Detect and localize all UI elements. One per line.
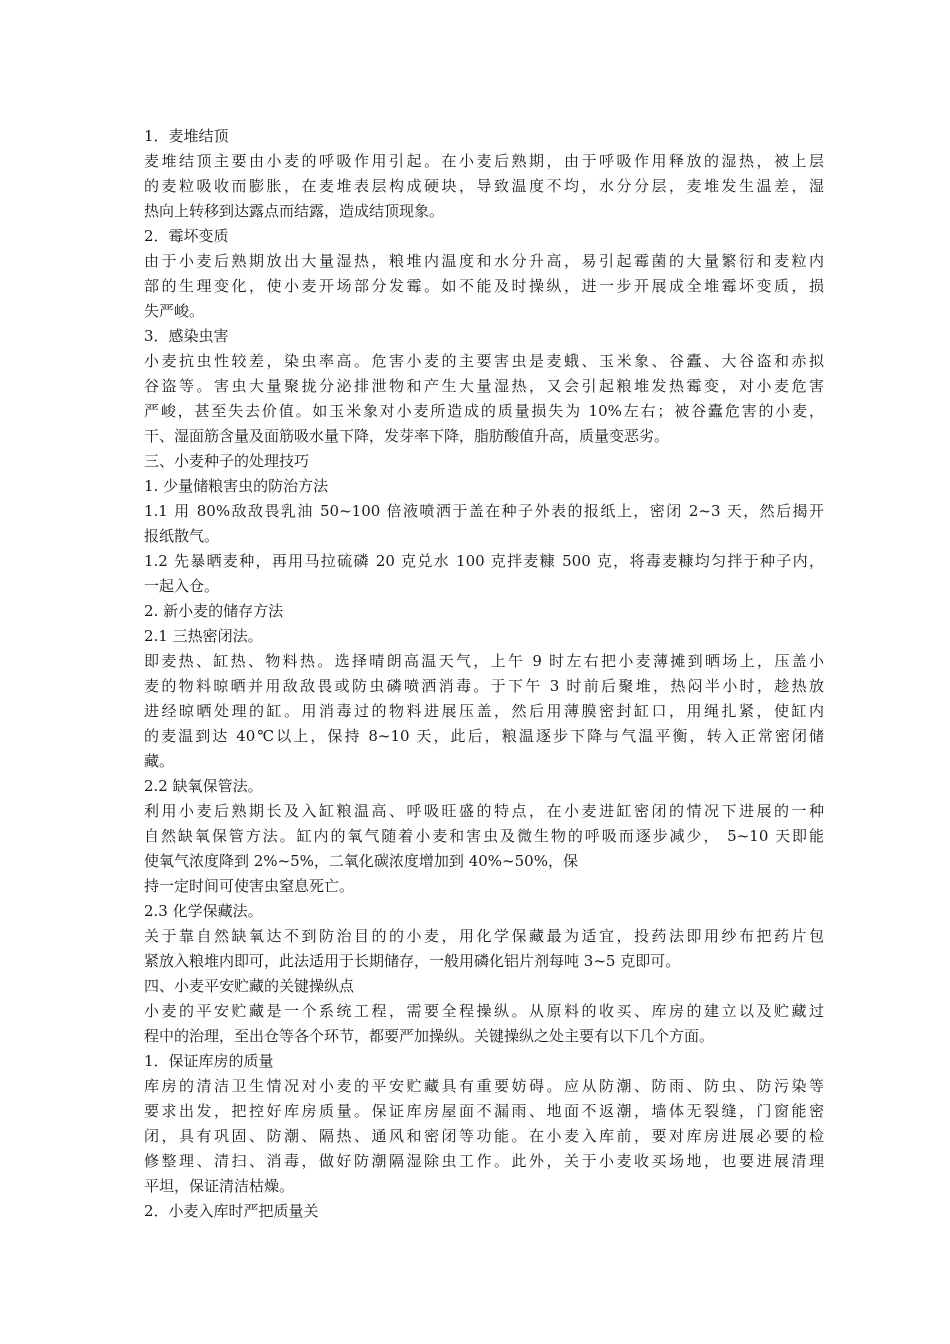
text-line: 2．小麦入库时严把质量关 xyxy=(144,1202,319,1220)
text-line: 1．麦堆结顶 xyxy=(144,127,229,145)
text-line: 的麦粒吸收而膨胀，在麦堆表层构成硬块，导致温度不均，水分分层，麦堆发生温差，湿 xyxy=(144,177,824,195)
text-line: 2.3 化学保藏法。 xyxy=(144,902,263,920)
text-line: 报纸散气。 xyxy=(144,527,220,545)
text-line: 的麦温到达 40℃以上，保持 8~10 天，此后，粮温逐步下降与气温平衡，转入正常密闭储 xyxy=(144,727,824,745)
text-line: 进经晾晒处理的缸。用消毒过的物料进展压盖，然后用薄膜密封缸口，用绳扎紧，使缸内 xyxy=(144,702,824,720)
text-line: 一起入仓。 xyxy=(144,577,220,595)
text-line: 修整理、清扫、消毒，做好防潮隔湿除虫工作。此外，关于小麦收买场地，也要进展清理 xyxy=(144,1152,824,1170)
text-line: 自然缺氧保管方法。缸内的氧气随着小麦和害虫及微生物的呼吸而逐步减少， 5~10 天即能 xyxy=(144,827,824,845)
text-line: 持一定时间可使害虫窒息死亡。 xyxy=(144,877,355,895)
text-line: 3．感染虫害 xyxy=(144,327,229,345)
text-line: 麦的物料晾晒并用敌敌畏或防虫磷喷洒消毒。于下午 3 时前后聚堆，热闷半小时，趁热放 xyxy=(144,677,824,695)
text-line: 2.1 三热密闭法。 xyxy=(144,627,263,645)
text-line: 1.2 先暴晒麦种，再用马拉硫磷 20 克兑水 100 克拌麦糠 500 克，将毒麦糠均匀拌于种子内， xyxy=(144,552,824,570)
text-line: 即麦热、缸热、物料热。选择晴朗高温天气，上午 9 时左右把小麦薄摊到晒场上，压盖小 xyxy=(144,652,824,670)
text-line: 紧放入粮堆内即可，此法适用于长期储存，一般用磷化铝片剂每吨 3~5 克即可。 xyxy=(144,952,681,970)
text-line: 1．保证库房的质量 xyxy=(144,1052,274,1070)
text-line: 关于靠自然缺氧达不到防治目的的小麦，用化学保藏最为适宜，投药法即用纱布把药片包 xyxy=(144,927,824,945)
text-line: 藏。 xyxy=(144,752,175,770)
text-line: 闭，具有巩固、防潮、隔热、通风和密闭等功能。在小麦入库前，要对库房进展必要的检 xyxy=(144,1127,824,1145)
text-line: 1.1 用 80%敌敌畏乳油 50~100 倍液喷洒于盖在种子外表的报纸上，密闭 2~3 天，然后揭开 xyxy=(144,502,824,520)
text-line: 库房的清洁卫生情况对小麦的平安贮藏具有重要妨碍。应从防潮、防雨、防虫、防污染等 xyxy=(144,1077,824,1095)
text-line: 三、小麦种子的处理技巧 xyxy=(144,452,310,470)
text-line: 失严峻。 xyxy=(144,302,205,320)
text-line: 部的生理变化，使小麦开场部分发霉。如不能及时操纵，进一步开展成全堆霉坏变质，损 xyxy=(144,277,824,295)
text-line: 干、湿面筋含量及面筋吸水量下降，发芽率下降，脂肪酸值升高，质量变恶劣。 xyxy=(144,427,670,445)
text-line: 严峻，甚至失去价值。如玉米象对小麦所造成的质量损失为 10%左右；被谷蠹危害的小麦， xyxy=(144,402,824,420)
text-line: 平坦，保证清洁枯燥。 xyxy=(144,1177,295,1195)
text-line: 2．霉坏变质 xyxy=(144,227,229,245)
text-line: 小麦抗虫性较差，染虫率高。危害小麦的主要害虫是麦蛾、玉米象、谷蠹、大谷盗和赤拟 xyxy=(144,352,824,370)
text-line: 要求出发，把控好库房质量。保证库房屋面不漏雨、地面不返潮，墙体无裂缝，门窗能密 xyxy=(144,1102,824,1120)
text-line: 热向上转移到达露点而结露，造成结顶现象。 xyxy=(144,202,445,220)
text-line: 利用小麦后熟期长及入缸粮温高、呼吸旺盛的特点，在小麦进缸密闭的情况下进展的一种 xyxy=(144,802,824,820)
text-line: 麦堆结顶主要由小麦的呼吸作用引起。在小麦后熟期，由于呼吸作用释放的湿热，被上层 xyxy=(144,152,824,170)
text-line: 小麦的平安贮藏是一个系统工程，需要全程操纵。从原料的收买、库房的建立以及贮藏过 xyxy=(144,1002,824,1020)
text-line: 1. 少量储粮害虫的防治方法 xyxy=(144,477,329,495)
document-body xyxy=(144,124,824,1224)
text-line: 谷盗等。害虫大量聚拢分泌排泄物和产生大量湿热，又会引起粮堆发热霉变，对小麦危害 xyxy=(144,377,824,395)
text-line: 四、小麦平安贮藏的关键操纵点 xyxy=(144,977,355,995)
text-line: 由于小麦后熟期放出大量湿热，粮堆内温度和水分升高，易引起霉菌的大量繁衍和麦粒内 xyxy=(144,252,824,270)
text-line: 程中的治理，至出仓等各个环节，都要严加操纵。关键操纵之处主要有以下几个方面。 xyxy=(144,1027,715,1045)
text-line: 2. 新小麦的储存方法 xyxy=(144,602,284,620)
text-line: 使氧气浓度降到 2%~5%，二氧化碳浓度增加到 40%~50%，保 xyxy=(144,852,578,870)
text-line: 2.2 缺氧保管法。 xyxy=(144,777,263,795)
